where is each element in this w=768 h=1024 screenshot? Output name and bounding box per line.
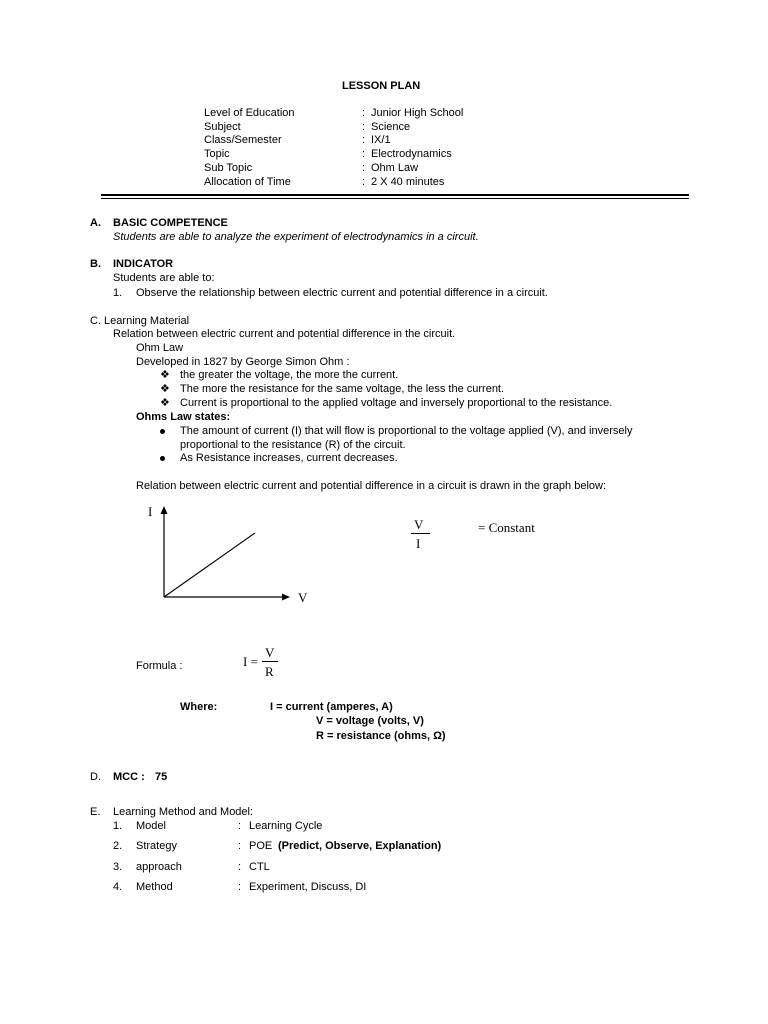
formula-fraction-bar bbox=[262, 661, 278, 662]
info-value: Electrodynamics bbox=[371, 148, 452, 160]
info-label: Allocation of Time bbox=[204, 176, 291, 188]
info-label: Class/Semester bbox=[204, 134, 282, 146]
ratio-equals-constant: = Constant bbox=[478, 520, 535, 535]
ratio-numerator: V bbox=[414, 517, 424, 532]
method-value: POE bbox=[249, 840, 273, 852]
section-d-value: 75 bbox=[155, 771, 168, 783]
graph-x-label: V bbox=[298, 590, 308, 605]
info-label: Sub Topic bbox=[204, 162, 253, 174]
method-colon: : bbox=[238, 881, 242, 893]
section-a-heading: BASIC COMPETENCE bbox=[113, 217, 228, 229]
graph-line bbox=[164, 533, 255, 597]
page-title: LESSON PLAN bbox=[342, 80, 421, 92]
info-value: 2 X 40 minutes bbox=[371, 176, 445, 188]
ratio-denominator: I bbox=[416, 536, 421, 551]
section-d-letter: D. bbox=[90, 771, 101, 783]
formula-numerator: V bbox=[265, 645, 275, 660]
graph-x-arrow-icon bbox=[282, 594, 290, 601]
section-a-letter: A. bbox=[90, 217, 101, 229]
method-value: Experiment, Discuss, DI bbox=[249, 881, 367, 893]
diamond-item: Current is proportional to the applied voltage and inversely proportional to the resistance. bbox=[180, 397, 613, 409]
formula-label: Formula : bbox=[136, 660, 183, 672]
ratio-fraction-bar bbox=[411, 533, 430, 534]
info-colon: : bbox=[362, 107, 366, 119]
ohm-law-label: Ohm Law bbox=[136, 342, 184, 354]
info-value: Science bbox=[371, 121, 411, 133]
bullet-dot-icon bbox=[160, 456, 165, 461]
diamond-item: The more the resistance for the same voltage, the less the current. bbox=[180, 383, 505, 395]
section-d-text: MCC : bbox=[113, 771, 145, 783]
section-c-relation: Relation between electric current and potential difference in the circuit. bbox=[113, 328, 456, 340]
info-value: Junior High School bbox=[371, 107, 464, 119]
bullet-item: As Resistance increases, current decreases. bbox=[180, 452, 398, 464]
ohms-law-states: Ohms Law states: bbox=[136, 411, 231, 423]
info-colon: : bbox=[362, 176, 366, 188]
method-num: 2. bbox=[113, 840, 123, 852]
bullet-item-line1: The amount of current (I) that will flow is proportional to the voltage applied (V), and inversely bbox=[180, 425, 633, 437]
formula-lhs: I = bbox=[243, 654, 258, 669]
bullet-item-line2: proportional to the resistance (R) of the circuit. bbox=[180, 439, 406, 451]
definition-current: I = current (amperes, A) bbox=[270, 701, 393, 713]
method-label: approach bbox=[136, 861, 182, 873]
info-colon: : bbox=[362, 162, 366, 174]
info-value: Ohm Law bbox=[371, 162, 419, 174]
formula-denominator: R bbox=[265, 664, 274, 679]
header-divider-thin bbox=[101, 198, 689, 199]
method-num: 4. bbox=[113, 881, 123, 893]
method-label: Model bbox=[136, 820, 166, 832]
method-label: Strategy bbox=[136, 840, 177, 852]
section-a-text: Students are able to analyze the experiment of electrodynamics in a circuit. bbox=[113, 231, 479, 243]
method-colon: : bbox=[238, 840, 242, 852]
section-e-letter: E. bbox=[90, 806, 101, 818]
method-colon: : bbox=[238, 861, 242, 873]
header-divider-thick bbox=[101, 194, 689, 196]
developed-text: Developed in 1827 by George Simon Ohm : bbox=[136, 356, 350, 368]
info-colon: : bbox=[362, 148, 366, 160]
definition-voltage: V = voltage (volts, V) bbox=[316, 715, 424, 727]
info-label: Subject bbox=[204, 121, 241, 133]
graph-y-arrow-icon bbox=[161, 506, 168, 514]
info-colon: : bbox=[362, 134, 366, 146]
method-colon: : bbox=[238, 820, 242, 832]
diamond-item: the greater the voltage, the more the current. bbox=[180, 369, 399, 381]
graph-intro: Relation between electric current and potential difference in a circuit is drawn in the graph below: bbox=[136, 480, 607, 492]
info-colon: : bbox=[362, 121, 366, 133]
info-label: Topic bbox=[204, 148, 230, 160]
info-value: IX/1 bbox=[371, 134, 391, 146]
section-b-item: Observe the relationship between electric current and potential difference in a circuit. bbox=[136, 287, 548, 299]
section-b-intro: Students are able to: bbox=[113, 272, 215, 284]
bullet-dot-icon bbox=[160, 429, 165, 434]
definition-resistance: R = resistance (ohms, Ω) bbox=[316, 730, 446, 742]
method-num: 1. bbox=[113, 820, 123, 832]
method-extra: (Predict, Observe, Explanation) bbox=[278, 840, 442, 852]
current-voltage-graph bbox=[140, 500, 320, 615]
method-value: Learning Cycle bbox=[249, 820, 323, 832]
method-value: CTL bbox=[249, 861, 270, 873]
section-c-heading: C. Learning Material bbox=[90, 315, 190, 327]
section-b-heading: INDICATOR bbox=[113, 258, 174, 270]
where-label: Where: bbox=[180, 701, 218, 713]
method-label: Method bbox=[136, 881, 173, 893]
graph-y-label: I bbox=[148, 504, 153, 519]
diamond-bullet-icon: ❖ bbox=[160, 369, 170, 381]
info-label: Level of Education bbox=[204, 107, 295, 119]
section-b-num: 1. bbox=[113, 287, 123, 299]
section-e-heading: Learning Method and Model: bbox=[113, 806, 254, 818]
diamond-bullet-icon: ❖ bbox=[160, 383, 170, 395]
method-num: 3. bbox=[113, 861, 123, 873]
diamond-bullet-icon: ❖ bbox=[160, 397, 170, 409]
section-b-letter: B. bbox=[90, 258, 101, 270]
